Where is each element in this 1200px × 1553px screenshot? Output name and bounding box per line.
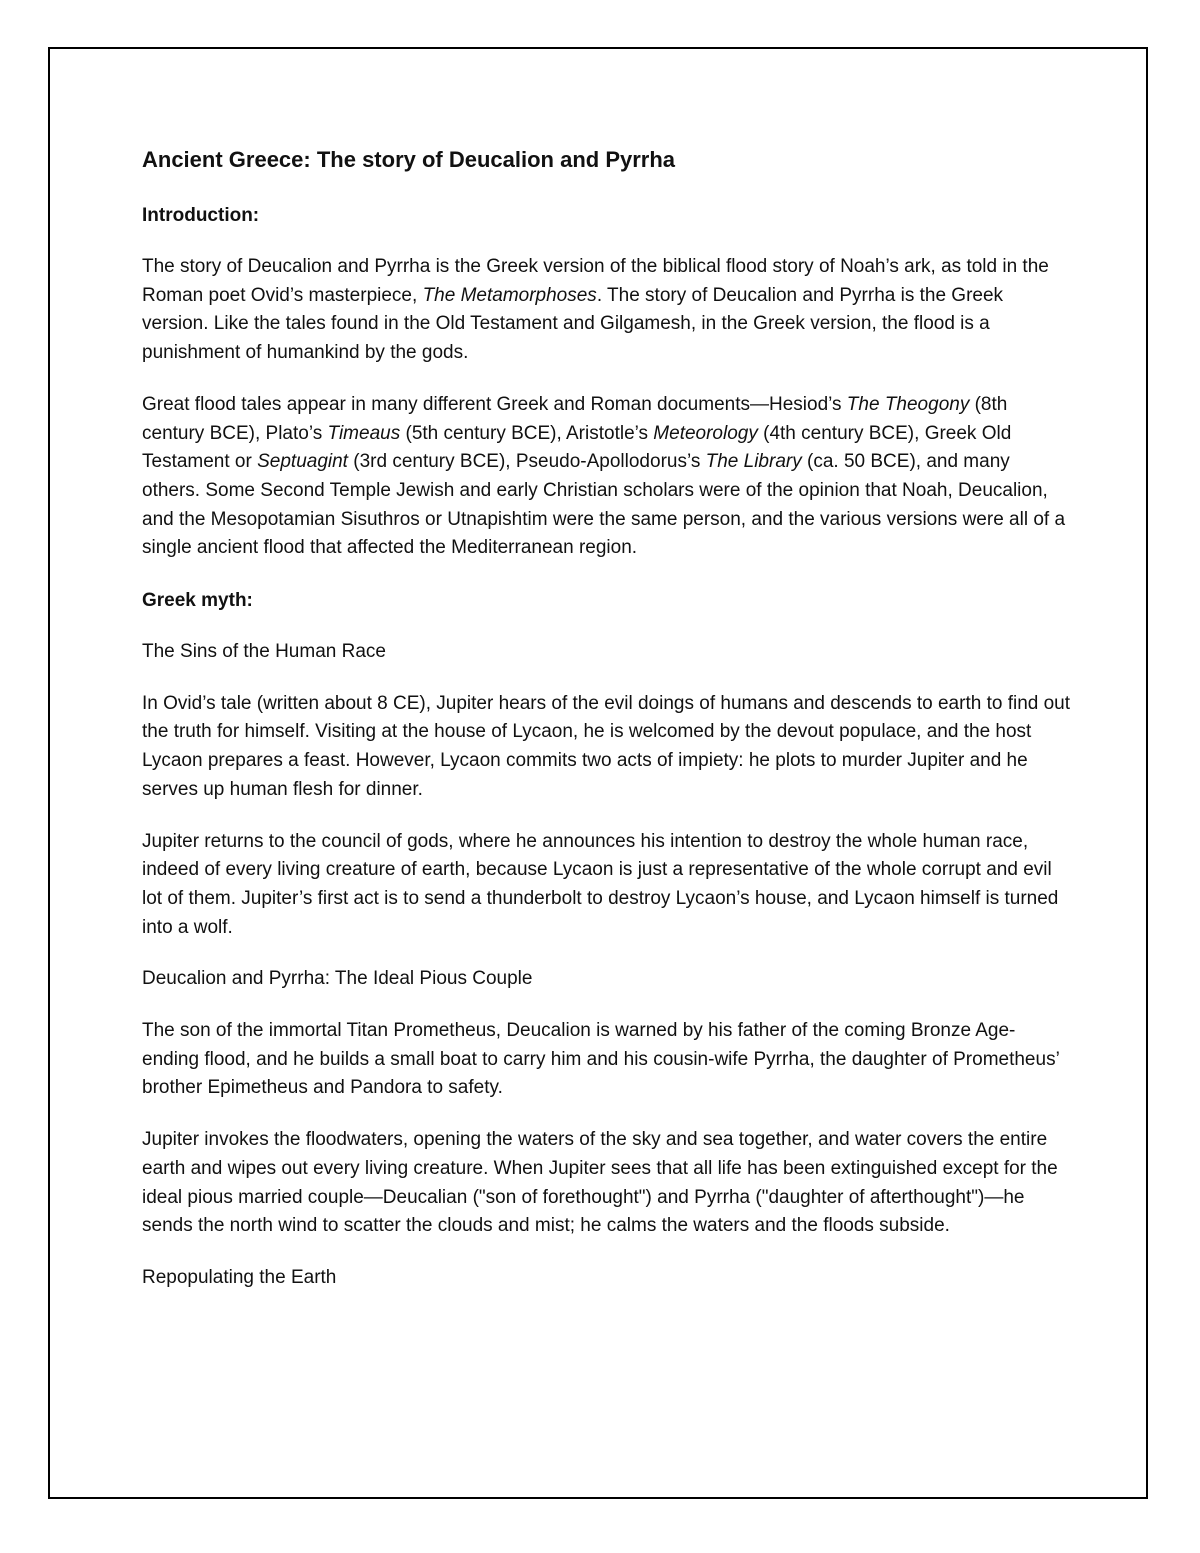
title-metamorphoses: The Metamorphoses (422, 284, 597, 306)
document-body (142, 142, 1072, 1293)
intro-paragraph-1: The story of Deucalion and Pyrrha is the Greek version of the biblical flood story of Noah’s ark, as told in the Roman poet Ovid’s masterpiece, The Metamorphoses. The story of Deucalion and Pyrrha is the Greek version. Like the tales found in the Old Testament and Gilgamesh, in the Greek version, the flood is a punishment of humankind by the gods. (142, 256, 1049, 364)
document-title: Ancient Greece: The story of Deucalion and Pyrrha (142, 147, 676, 172)
title-theogony: The Theogony (846, 393, 970, 415)
greek-myth-heading: Greek myth: (142, 590, 253, 612)
title-meteorology: Meteorology (653, 422, 758, 444)
introduction-heading: Introduction: (142, 205, 260, 226)
subheading-repopulating: Repopulating the Earth (142, 1266, 337, 1288)
title-septuagint: Septuagint (257, 451, 348, 473)
subheading-sins: The Sins of the Human Race (142, 641, 386, 663)
paragraph-ovid-tale: In Ovid’s tale (written about 8 CE), Jupiter hears of the evil doings of humans and descends to earth to find out the truth for himself. Visiting at the house of Lycaon, he is welcomed by the devout populace, and the host Lycaon prepares a feast. However, Lycaon commits two acts of impiety: he plots to murder Jupiter and he serves up human flesh for dinner. (142, 692, 1071, 800)
paragraph-floodwaters: Jupiter invokes the floodwaters, opening the waters of the sky and sea together, and water covers the entire earth and wipes out every living creature. When Jupiter sees that all life has been extinguished except for the ideal pious married couple—Deucalian ("son of forethought") and Pyrrha ("daughter of afterthought")—he sends the north wind to scatter the clouds and mist; he calms the waters and the floods subside. (142, 1129, 1058, 1237)
title-library: The Library (705, 451, 802, 473)
intro-paragraph-2: Great flood tales appear in many different Greek and Roman documents—Hesiod’s The Theogony (8th century BCE), Plato’s Timeaus (5th century BCE), Aristotle’s Meteorology (4th century BCE), Greek Old Testament or Septuagint (3rd century BCE), Pseudo-Apollodorus’s The Library (ca. 50 BCE), and many others. Some Second Temple Jewish and early Christian scholars were of the opinion that Noah, Deucalion, and the Mesopotamian Sisuthros or Utnapishtim were the same person, and the various versions were all of a single ancient flood that affected the Mediterranean region. (142, 393, 1066, 559)
subheading-pious-couple: Deucalion and Pyrrha: The Ideal Pious Couple (142, 968, 533, 990)
paragraph-prometheus: The son of the immortal Titan Prometheus, Deucalion is warned by his father of the coming Bronze Age-ending flood, and he builds a small boat to carry him and his cousin-wife Pyrrha, the daughter of Prometheus’ brother Epimetheus and Pandora to safety. (142, 1020, 1060, 1099)
title-timeaus: Timeaus (327, 422, 401, 444)
paragraph-council: Jupiter returns to the council of gods, where he announces his intention to destroy the whole human race, indeed of every living creature of earth, because Lycaon is just a representative of the whole corrupt and evil lot of them. Jupiter’s first act is to send a thunderbolt to destroy Lycaon’s house, and Lycaon himself is turned into a wolf. (142, 830, 1059, 938)
